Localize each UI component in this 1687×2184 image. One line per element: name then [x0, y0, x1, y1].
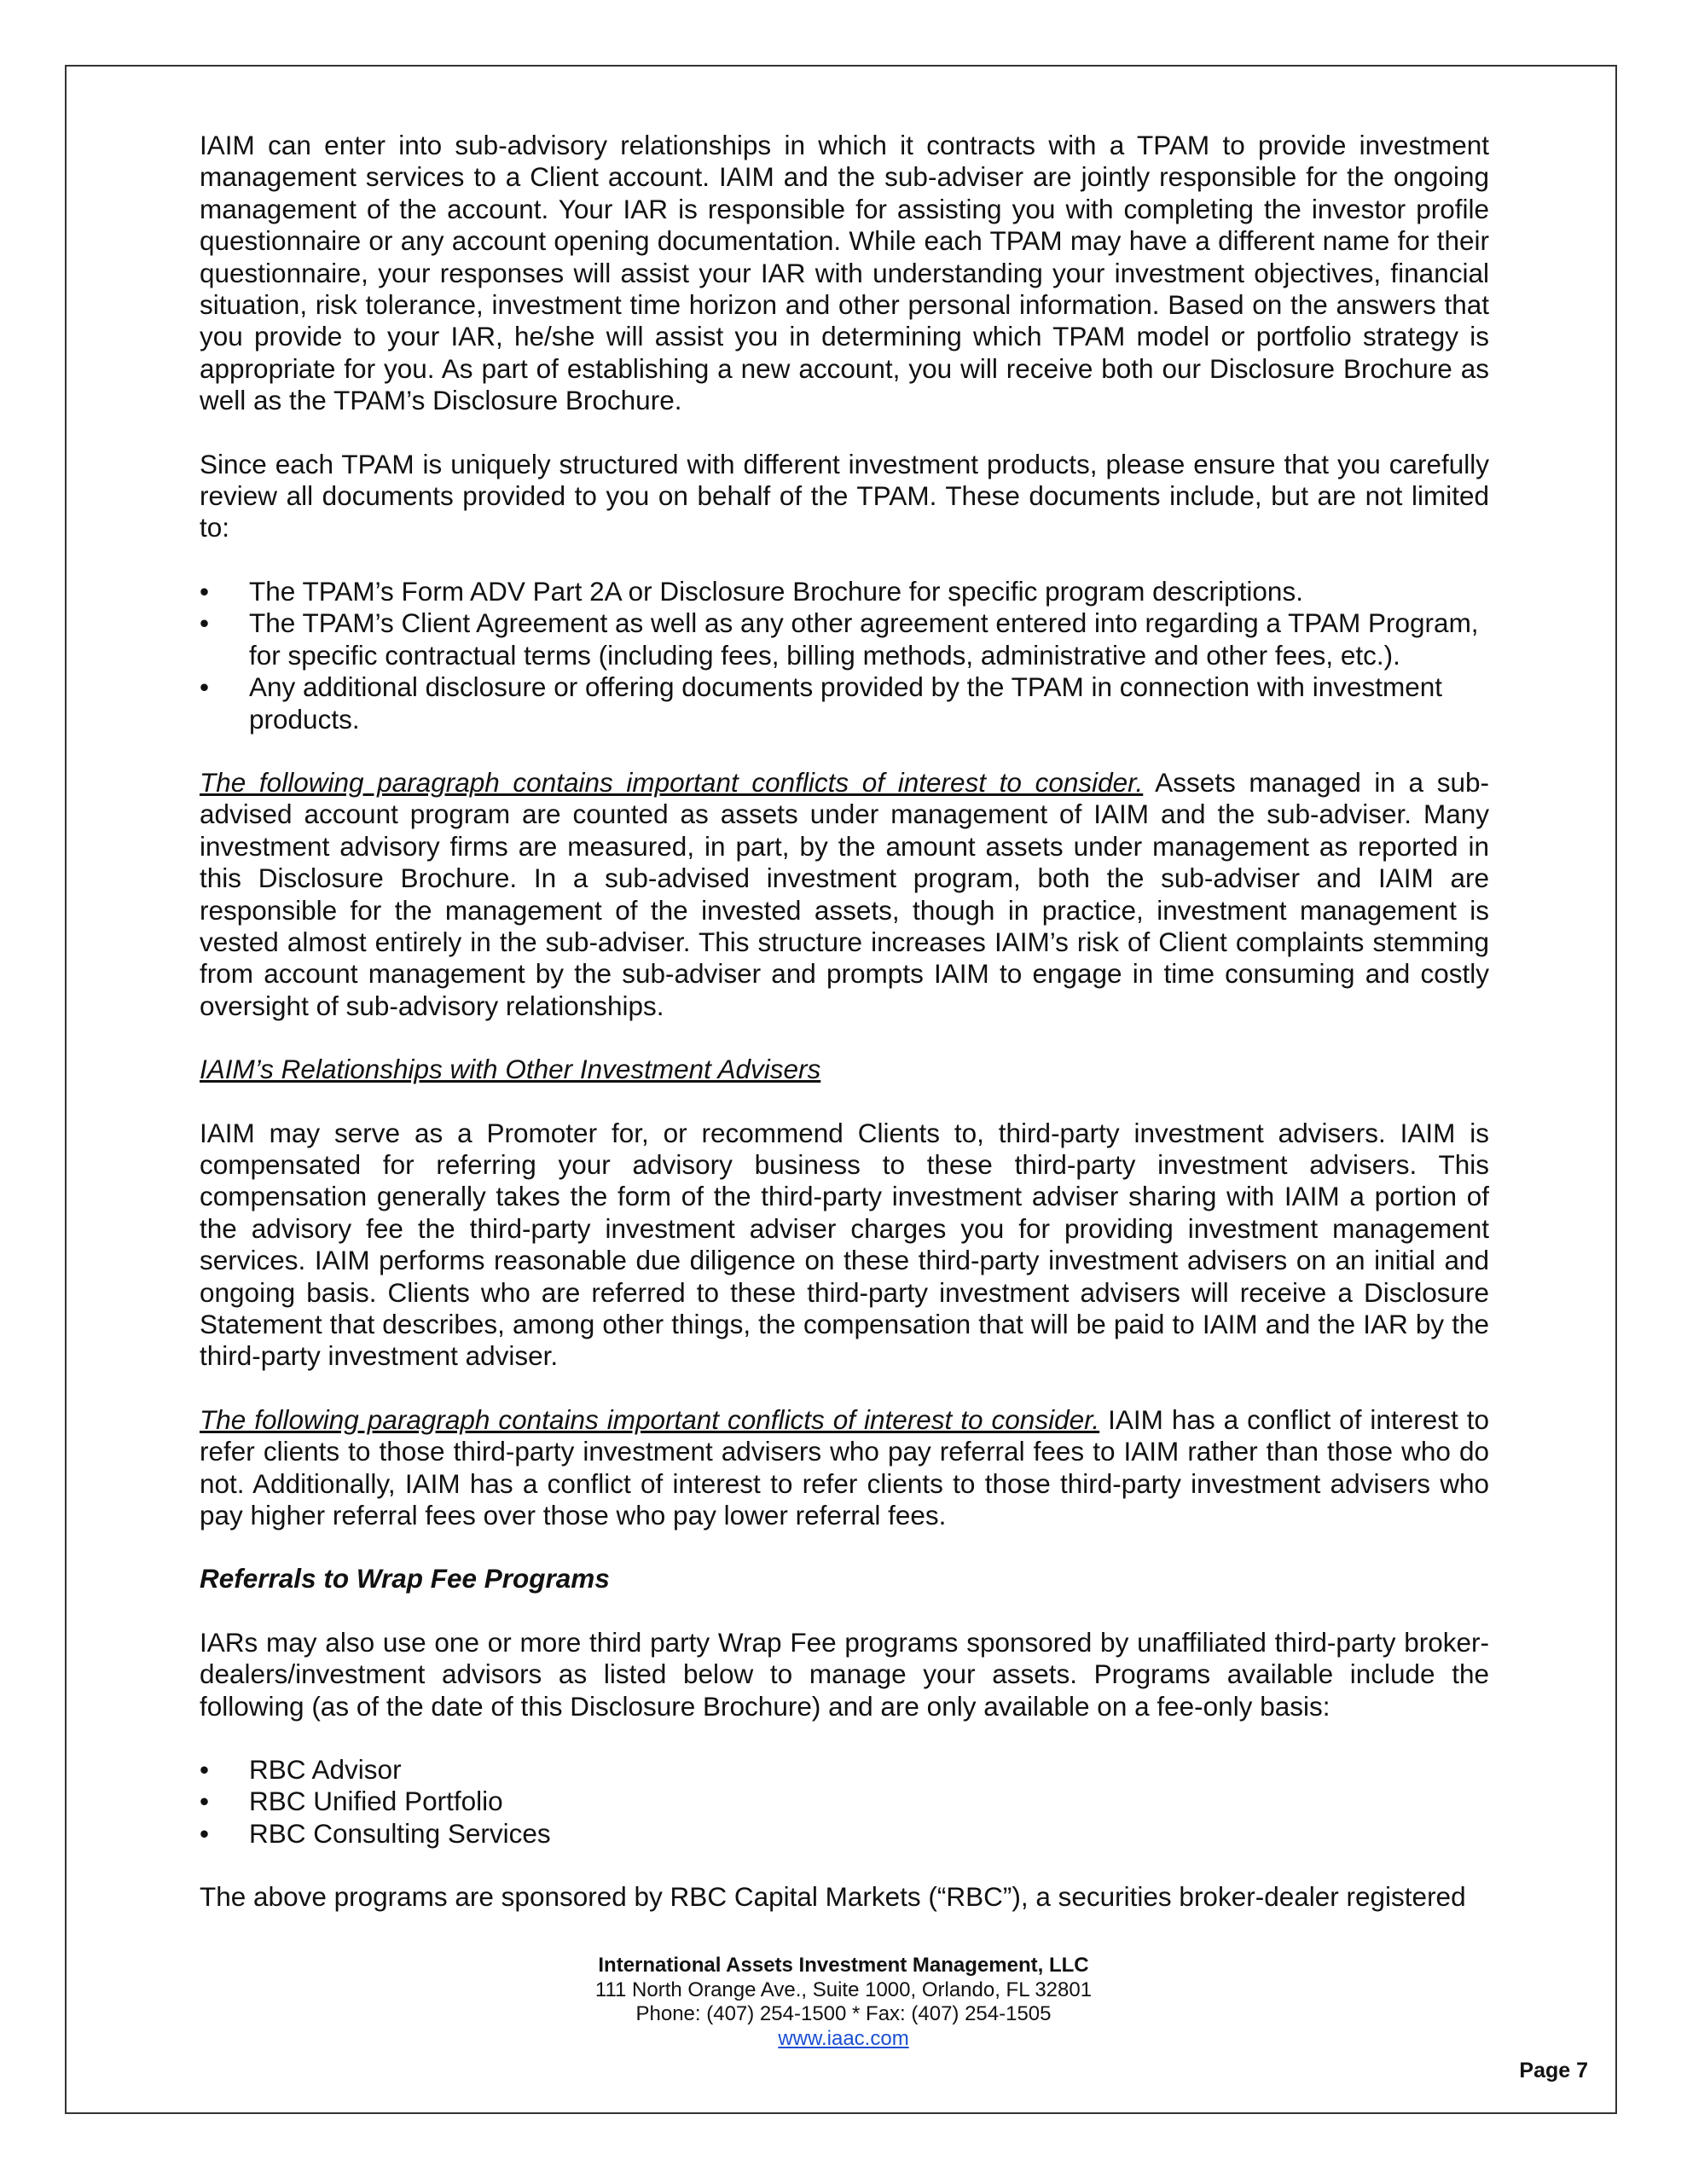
bullet-icon: •	[200, 1817, 210, 1849]
bullet-icon: •	[200, 1786, 210, 1817]
list-item: • RBC Unified Portfolio	[200, 1786, 503, 1817]
paragraph-promoter: IAIM may serve as a Promoter for, or recommend Clients to, third-party investment advisers. IAIM is compensated for referring your advisory business to these third-party investment advisers. This compensation generally takes the form of the third-party investment adviser sharing with IAIM a portion of the advisory fee the third-party investment adviser charges you for providing investment management services. IAIM performs reasonable due diligence on these third-party investment advisers on an initial and ongoing basis. Clients who are referred to these third-party investment advisers will receive a Disclosure Statement that describes, among other things, the compensation that will be paid to IAIM and the IAR by the third-party investment adviser.	[200, 1117, 1489, 1372]
wrap-programs-list	[200, 1754, 1489, 1850]
footer-firm-name: International Assets Investment Management, LLC	[598, 1954, 1089, 1977]
paragraph-tpam-documents: Since each TPAM is uniquely structured with different investment products, please ensure that you carefully review all documents provided to you on behalf of the TPAM. These documents include, but are not limited to:	[200, 448, 1489, 543]
footer-address: 111 North Orange Ave., Suite 1000, Orlando, FL 32801	[594, 1978, 1093, 2001]
page-footer	[0, 1954, 1687, 2051]
tpam-documents-list	[200, 576, 1489, 735]
bullet-icon: •	[200, 1754, 210, 1786]
bullet-icon: •	[200, 607, 210, 639]
conflict-notice: The following paragraph contains important conflicts of interest to consider.	[200, 1403, 1100, 1435]
conflict-notice: The following paragraph contains important conflicts of interest to consider.	[200, 766, 1144, 798]
list-item: • RBC Advisor	[200, 1754, 402, 1786]
list-item: • The TPAM’s Client Agreement as well as any other agreement entered into regarding a TPAM Program, for specific contractual terms (including fees, billing methods, administrative and other fees, etc.).	[200, 607, 1479, 671]
bullet-icon: •	[200, 671, 210, 703]
list-item: • The TPAM’s Form ADV Part 2A or Disclosure Brochure for specific program descriptions.	[200, 575, 1303, 607]
paragraph-conflicts-sub-advised: The following paragraph contains important conflicts of interest to consider. Assets managed in a sub-advised account program are counted as assets under management of IAIM and the sub-adviser. Many investment advisory firms are measured, in part, by the amount assets under management as reported in this Disclosure Brochure. In a sub-advised investment program, both the sub-adviser and IAIM are responsible for the management of the invested assets, though in practice, investment management is vested almost entirely in the sub-adviser. This structure increases IAIM’s risk of Client complaints stemming from account management by the sub-adviser and prompts IAIM to engage in time consuming and costly oversight of sub-advisory relationships.	[200, 766, 1489, 1021]
paragraph-sub-advisory: IAIM can enter into sub-advisory relationships in which it contracts with a TPAM to provide investment management services to a Client account. IAIM and the sub-adviser are jointly responsible for the ongoing management of the account. Your IAR is responsible for assisting you with completing the investor profile questionnaire or any account opening documentation. While each TPAM may have a different name for their questionnaire, your responses will assist your IAR with understanding your investment objectives, financial situation, risk tolerance, investment time horizon and other personal information. Based on the answers that you provide to your IAR, he/she will assist you in determining which TPAM model or portfolio strategy is appropriate for you. As part of establishing a new account, you will receive both our Disclosure Brochure as well as the TPAM’s Disclosure Brochure.	[200, 130, 1489, 416]
paragraph-rbc: The above programs are sponsored by RBC Capital Markets (“RBC”), a securities broker-dealer registered	[200, 1881, 1466, 1913]
document-body	[200, 130, 1489, 1914]
list-item: • RBC Consulting Services	[200, 1817, 551, 1849]
bullet-icon: •	[200, 575, 210, 607]
section-heading-other-advisers: IAIM’s Relationships with Other Investment Advisers	[200, 1054, 821, 1085]
page-number: Page 7	[1519, 2059, 1588, 2082]
paragraph-wrap-fee: IARs may also use one or more third party Wrap Fee programs sponsored by unaffiliated third-party broker-dealers/investment advisors as listed below to manage your assets. Programs available include the following (as of the date of this Disclosure Brochure) and are only available on a fee-only basis:	[200, 1626, 1489, 1722]
footer-phone: Phone: (407) 254-1500 * Fax: (407) 254-1505	[635, 2002, 1052, 2025]
footer-website-link[interactable]: www.iaac.com	[778, 2026, 909, 2050]
paragraph-conflicts-referral: The following paragraph contains important conflicts of interest to consider. IAIM has a conflict of interest to refer clients to those third-party investment advisers who pay referral fees to IAIM rather than those who do not. Additionally, IAIM has a conflict of interest to refer clients to those third-party investment advisers who pay higher referral fees over those who pay lower referral fees.	[200, 1403, 1489, 1531]
list-item: • Any additional disclosure or offering documents provided by the TPAM in connection with investment products.	[200, 671, 1443, 735]
section-heading-wrap-fee: Referrals to Wrap Fee Programs	[200, 1563, 610, 1594]
